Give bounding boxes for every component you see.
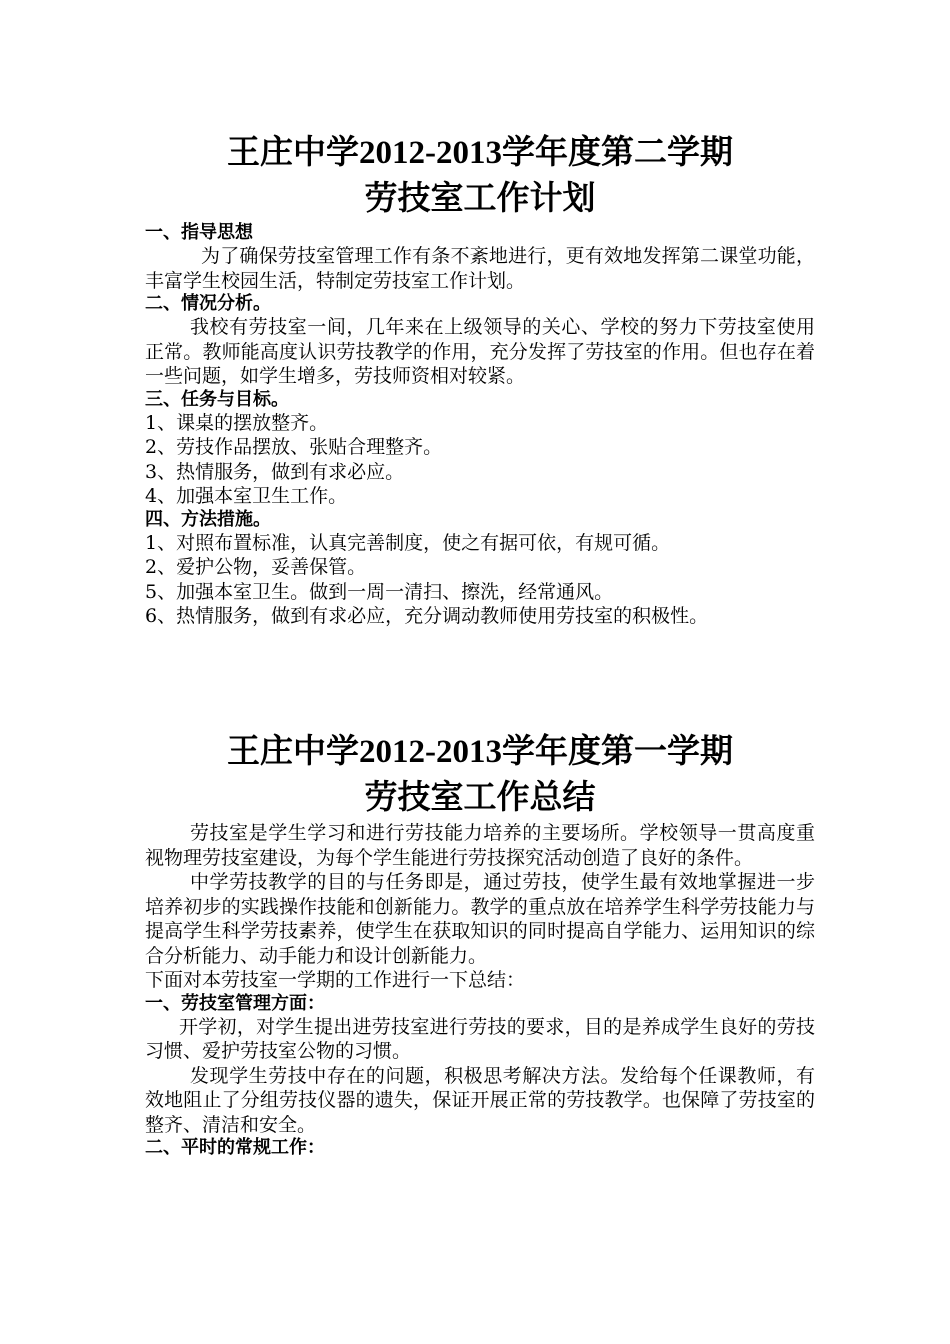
plan-heading-guiding-thought: 一、指导思想 [145,222,253,243]
summary-paragraph-intro: 劳技室是学生学习和进行劳技能力培养的主要场所。学校领导一贯高度重视物理劳技室建设，为每个学生能进行劳技探究活动创造了良好的条件。 [145,822,815,869]
plan-title-line1: 王庄中学2012-2013学年度第二学期 [227,135,733,171]
plan-heading-situation: 二、情况分析。 [145,293,271,314]
list-item: 6、热情服务，做到有求必应，充分调动教师使用劳技室的积极性。 [145,605,709,627]
summary-title-line2: 劳技室工作总结 [364,780,596,816]
list-item: 5、加强本室卫生。做到一周一清扫、擦洗，经常通风。 [145,580,614,603]
work-summary-section [145,729,815,1159]
work-plan-section [145,130,815,629]
list-item: 2、劳技作品摆放、张贴合理整齐。 [145,436,443,458]
summary-heading-management: 一、劳技室管理方面： [145,992,325,1014]
summary-paragraph-problems: 发现学生劳技中存在的问题，积极思考解决方法。发给每个任课教师，有效地阻止了分组劳技仪器的遗失，保证开展正常的劳技教学。也保障了劳技室的整齐、清洁和安全。 [145,1064,815,1136]
summary-title-line1: 王庄中学2012-2013学年度第一学期 [227,734,733,770]
plan-paragraph-guiding-thought: 为了确保劳技室管理工作有条不紊地进行，更有效地发挥第二课堂功能，丰富学生校园生活，特制定劳技室工作计划。 [145,245,815,292]
plan-title-line2: 劳技室工作计划 [364,181,596,217]
list-item: 1、对照布置标准，认真完善制度，使之有据可依，有规可循。 [145,531,671,554]
plan-paragraph-situation: 我校有劳技室一间，几年来在上级领导的关心、学校的努力下劳技室使用正常。教师能高度认识劳技教学的作用，充分发挥了劳技室的作用。但也存在着一些问题，如学生增多，劳技师资相对较紧。 [145,316,815,387]
list-item: 4、加强本室卫生工作。 [145,485,348,507]
summary-paragraph-start: 开学初，对学生提出进劳技室进行劳技的要求，目的是养成学生良好的劳技习惯、爱护劳技室公物的习惯。 [145,1015,815,1062]
list-item: 3、热情服务，做到有求必应。 [145,460,405,483]
summary-paragraph-goals: 中学劳技教学的目的与任务即是，通过劳技，使学生最有效地掌握进一步培养初步的实践操作技能和创新能力。教学的重点放在培养学生科学劳技能力与提高学生科学劳技素养，使学生在获取知识的同时提高自学能力、运用知识的综合分析能力、动手能力和设计创新能力。 [145,871,815,967]
list-item: 1、课桌的摆放整齐。 [145,411,329,434]
list-item: 2、爱护公物，妥善保管。 [145,556,367,578]
summary-paragraph-lead: 下面对本劳技室一学期的工作进行一下总结： [145,969,526,991]
summary-heading-routine: 二、平时的常规工作： [145,1137,325,1158]
plan-heading-goals: 三、任务与目标。 [145,388,289,410]
plan-heading-measures: 四、方法措施。 [145,508,271,530]
